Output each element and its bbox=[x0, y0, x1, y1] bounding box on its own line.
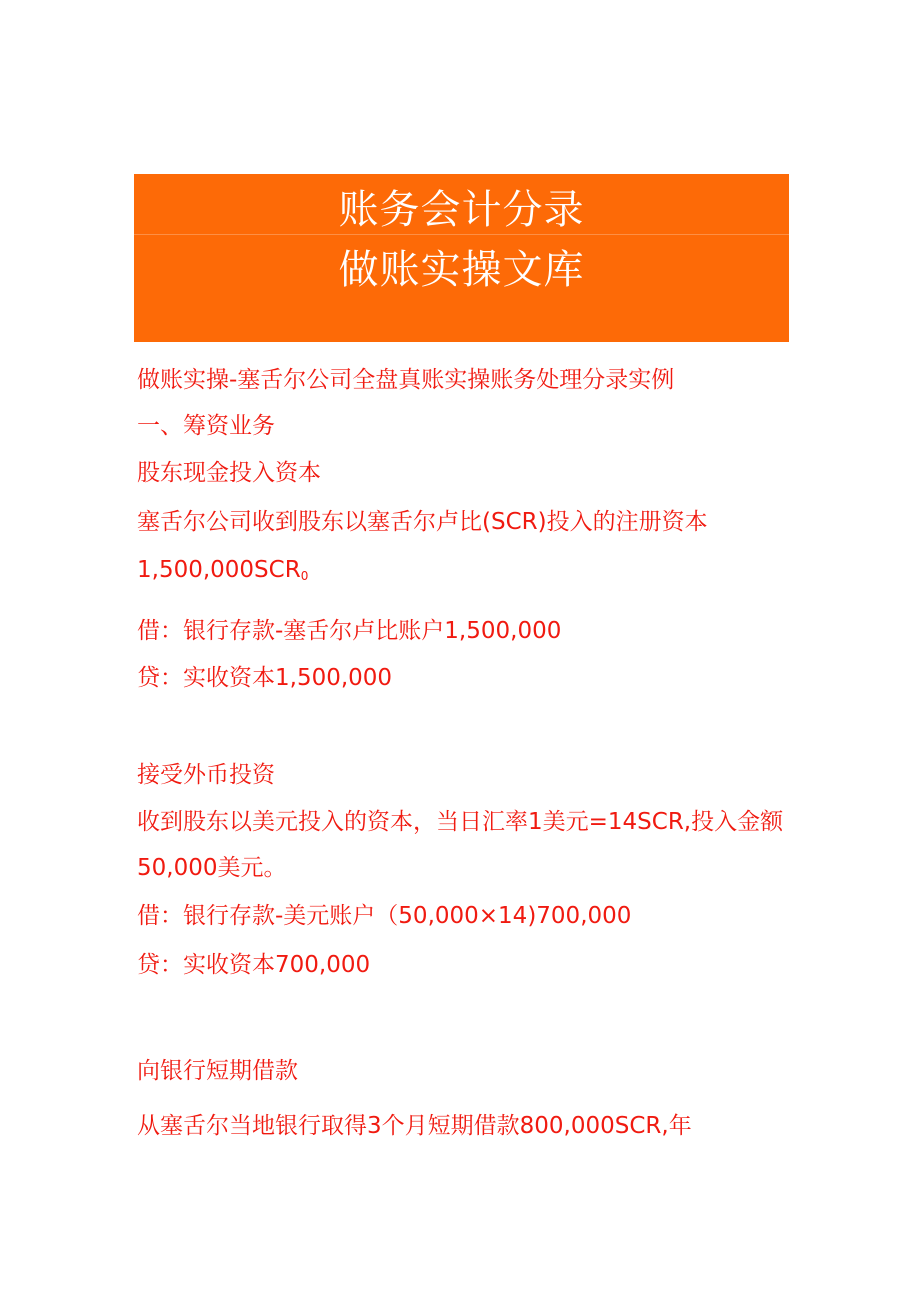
heading-foreign-investment: 接受外币投资 bbox=[137, 762, 275, 788]
entry1-debit: 借：银行存款-塞舌尔卢比账户1,500,000 bbox=[137, 618, 562, 644]
entry2-debit: 借：银行存款-美元账户（50,000×14)700,000 bbox=[137, 903, 632, 929]
banner-title-line2: 做账实操文库 bbox=[338, 247, 585, 293]
paragraph-cash-investment-line1: 塞舌尔公司收到股东以塞舌尔卢比(SCR)投入的注册资本 bbox=[137, 509, 708, 535]
paragraph-cash-investment-line2 bbox=[137, 555, 308, 591]
entry2-credit: 贷：实收资本700,000 bbox=[137, 952, 371, 978]
banner-divider bbox=[134, 234, 789, 235]
amount-text: 1,500,000SCR bbox=[137, 557, 301, 583]
heading-cash-investment: 股东现金投入资本 bbox=[137, 460, 321, 486]
heading-short-term-loan: 向银行短期借款 bbox=[137, 1058, 298, 1084]
title-banner bbox=[134, 174, 789, 342]
paragraph-foreign-investment-line1: 收到股东以美元投入的资本，当日汇率1美元=14SCR,投入金额 bbox=[137, 809, 784, 835]
paragraph-short-term-loan-line1: 从塞舌尔当地银行取得3个月短期借款800,000SCR,年 bbox=[137, 1113, 692, 1139]
paragraph-foreign-investment-line2: 50,000美元。 bbox=[137, 855, 287, 881]
entry1-credit: 贷：实收资本1,500,000 bbox=[137, 665, 393, 691]
section-heading-financing: 一、筹资业务 bbox=[137, 413, 275, 439]
subscript-mark: 0 bbox=[300, 569, 309, 583]
banner-title-line1: 账务会计分录 bbox=[338, 187, 585, 233]
document-title: 做账实操-塞舌尔公司全盘真账实操账务处理分录实例 bbox=[137, 367, 675, 393]
